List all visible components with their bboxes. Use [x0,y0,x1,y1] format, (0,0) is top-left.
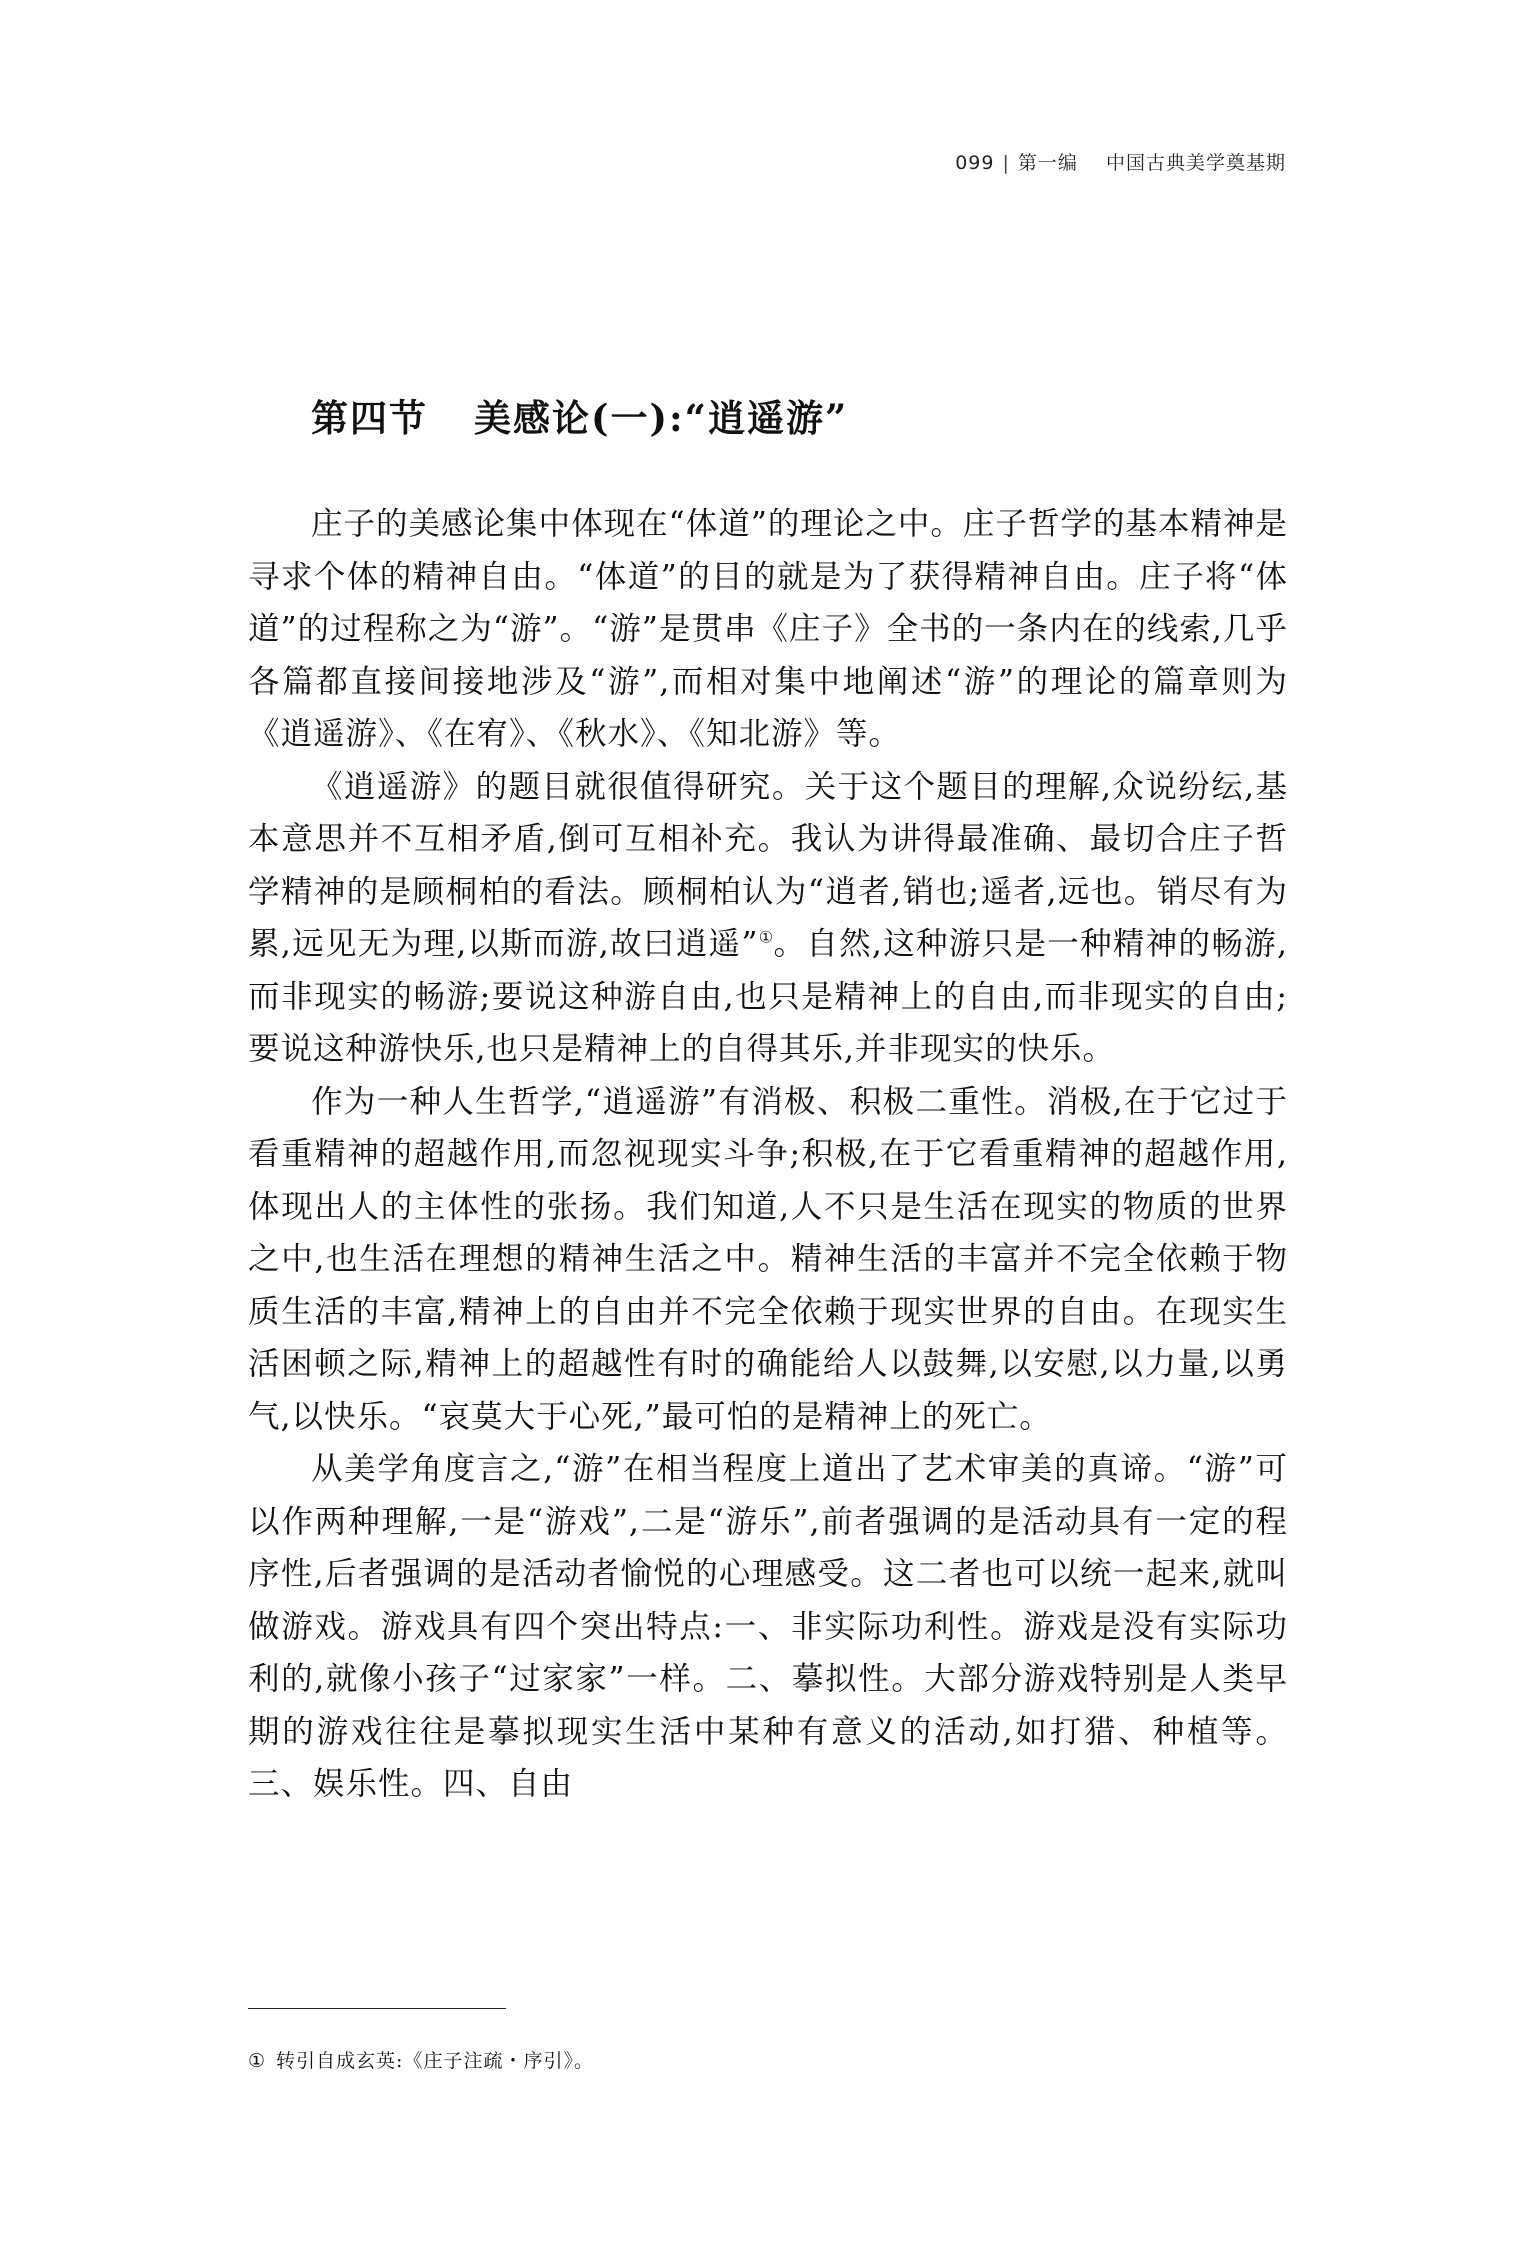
section-heading [311,388,848,442]
footnote-divider [248,2008,506,2009]
footnote-mark: ① [248,2050,267,2072]
paragraph-1-text: 庄子的美感论集中体现在“体道”的理论之中。庄子哲学的基本精神是寻求个体的精神自由。“体道”的目的就是为了获得精神自由。庄子将“体道”的过程称之为“游”。“游”是贯串《庄子》全书的一条内在的线索,几乎各篇都直接间接地涉及“游”,而相对集中地阐述“游”的理论的篇章则为《逍遥游》、《在宥》、《秋水》、《知北游》等。 [248,506,1288,752]
footnote-text: 转引自成玄英:《庄子注疏・序引》。 [276,2050,594,2072]
footnote-reference[interactable]: ① [758,927,774,947]
paragraph-4-text: 从美学角度言之,“游”在相当程度上道出了艺术审美的真谛。“游”可以作两种理解,一是“游戏”,二是“游乐”,前者强调的是活动具有一定的程序性,后者强调的是活动者愉悦的心理感受。这二者也可以统一起来,就叫做游戏。游戏具有四个突出特点:一、非实际功利性。游戏是没有实际功利的,就像小孩子“过家家”一样。二、摹拟性。大部分游戏特别是人类早期的游戏往往是摹拟现实生活中某种有意义的活动,如打猎、种植等。三、娱乐性。四、自由 [248,1451,1288,1802]
header-separator: | [1002,152,1010,174]
footnote [248,2046,594,2073]
paragraph-1 [248,498,1288,761]
part-label: 第一编 [1017,152,1078,174]
paragraph-3-text: 作为一种人生哲学,“逍遥游”有消极、积极二重性。消极,在于它过于看重精神的超越作用,而忽视现实斗争;积极,在于它看重精神的超越作用,体现出人的主体性的张扬。我们知道,人不只是生活在现实的物质的世界之中,也生活在理想的精神生活之中。精神生活的丰富并不完全依赖于物质生活的丰富,精神上的自由并不完全依赖于现实世界的自由。在现实生活困顿之际,精神上的超越性有时的确能给人以鼓舞,以安慰,以力量,以勇气,以快乐。“哀莫大于心死,”最可怕的是精神上的死亡。 [248,1083,1288,1435]
page-number: 099 [955,152,995,174]
paragraph-2-text-cont: 。自然,这种游只是一种精神的畅游,而非现实的畅游;要说这种游自由,也只是精神上的自由,而非现实的自由;要说这种游快乐,也只是精神上的自得其乐,并非现实的快乐。 [248,926,1289,1067]
section-title: 美感论(一):“逍遥游” [474,396,849,440]
paragraph-2 [248,761,1288,1076]
running-head [955,148,1286,175]
body-text [248,498,1288,1811]
section-number: 第四节 [311,396,428,440]
paragraph-3 [248,1076,1288,1444]
paragraph-4 [248,1443,1288,1811]
book-title: 中国古典美学奠基期 [1105,152,1286,174]
paragraph-2-text: 《逍遥游》的题目就很值得研究。关于这个题目的理解,众说纷纭,基本意思并不互相矛盾,倒可互相补充。我认为讲得最准确、最切合庄子哲学精神的是顾桐柏的看法。顾桐柏认为“逍者,销也;遥者,远也。销尽有为累,远见无为理,以斯而游,故曰逍遥” [248,768,1288,962]
